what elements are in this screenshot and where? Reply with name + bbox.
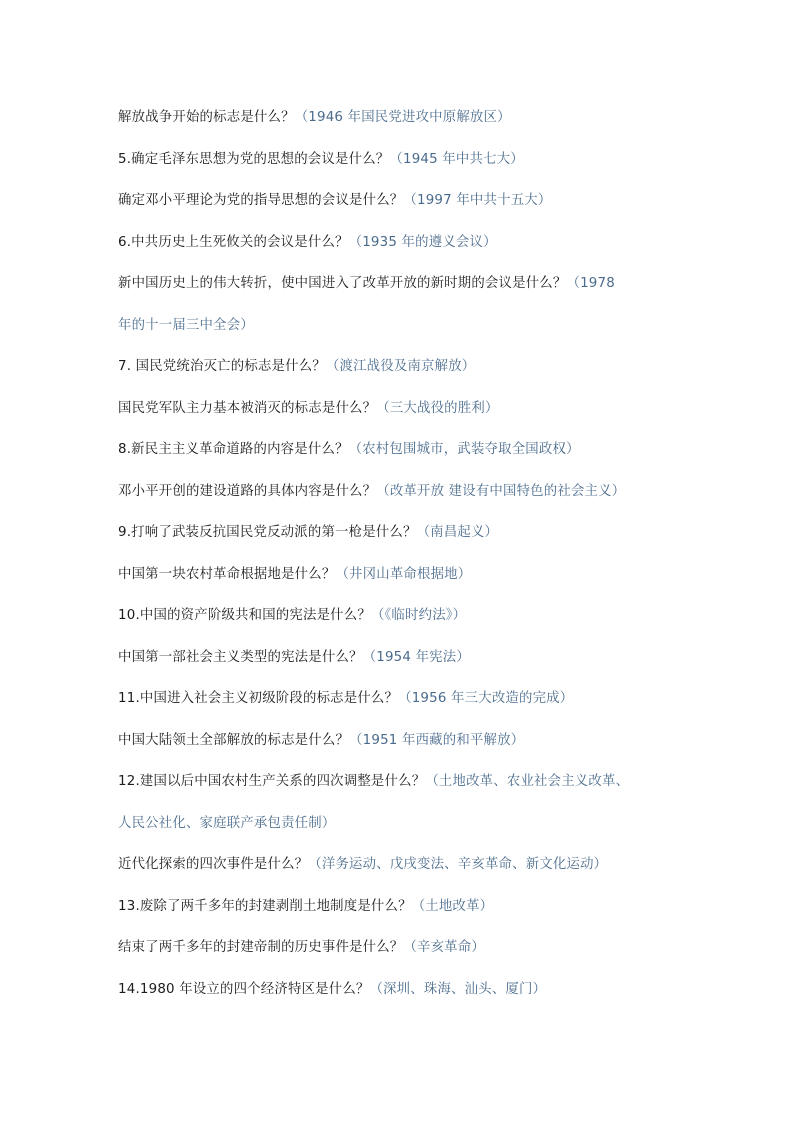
qa-line [118, 728, 718, 770]
question-text: 确定邓小平理论为党的指导思想的会议是什么？ [118, 193, 404, 208]
qa-line [118, 479, 718, 521]
answer-text: （井冈山革命根据地） [335, 566, 472, 582]
answer-text: （1954 年宪法） [362, 649, 470, 665]
answer-text: （南昌起义） [416, 525, 499, 540]
answer-text: （1997 年中共十五大） [403, 193, 552, 208]
answer-text: （三大战役的胜利） [376, 400, 499, 416]
question-text: 中国第一部社会主义类型的宪法是什么？ [118, 649, 363, 665]
question-text: 8.新民主主义革命道路的内容是什么？ [118, 442, 349, 457]
answer-text: （《临时约法》） [370, 608, 467, 623]
answer-text: 年的十一届三中全会） [118, 317, 254, 333]
answer-text: （1951 年西藏的和平解放） [349, 732, 525, 748]
qa-line [118, 603, 718, 645]
answer-text: （1935 年的遵义会议） [348, 234, 497, 250]
question-text: 9.打响了武装反抗国民党反动派的第一枪是什么？ [118, 525, 417, 540]
question-text: 中国第一块农村革命根据地是什么？ [118, 566, 336, 582]
question-text: 近代化探索的四次事件是什么？ [118, 857, 309, 872]
question-text: 邓小平开创的建设道路的具体内容是什么？ [118, 483, 377, 499]
question-text: 中国大陆领土全部解放的标志是什么？ [118, 732, 350, 748]
qa-line [118, 894, 718, 936]
question-text: 10.中国的资产阶级共和国的宪法是什么？ [118, 608, 371, 623]
question-text: 11.中国进入社会主义初级阶段的标志是什么？ [118, 691, 399, 706]
answer-text: （农村包围城市，武装夺取全国政权） [348, 442, 580, 457]
qa-line [118, 188, 718, 230]
answer-text: （1945 年中共七大） [389, 151, 524, 167]
answer-text: （1956 年三大改造的完成） [398, 691, 574, 706]
question-text: 14.1980 年设立的四个经济特区是什么？ [118, 981, 370, 997]
answer-text: （1978 [566, 276, 615, 291]
qa-line-continuation [118, 313, 718, 355]
qa-list [118, 105, 718, 1018]
qa-line [118, 645, 718, 687]
qa-line [118, 769, 718, 811]
qa-line [118, 520, 718, 562]
qa-line [118, 562, 718, 604]
question-text: 解放战争开始的标志是什么？ [118, 110, 295, 125]
question-text: 结束了两千多年的封建帝制的历史事件是什么？ [118, 940, 404, 955]
answer-text: （1946 年国民党进攻中原解放区） [294, 110, 511, 125]
qa-line [118, 686, 718, 728]
qa-line [118, 852, 718, 894]
qa-line [118, 354, 718, 396]
qa-line [118, 147, 718, 189]
question-text: 12.建国以后中国农村生产关系的四次调整是什么？ [118, 774, 426, 789]
answer-text: （渡江战役及南京解放） [325, 359, 476, 374]
qa-line [118, 977, 718, 1019]
question-text: 国民党军队主力基本被消灭的标志是什么？ [118, 400, 377, 416]
qa-line [118, 105, 718, 147]
answer-text: （洋务运动、戊戌变法、辛亥革命、新文化运动） [308, 857, 608, 872]
qa-line-continuation [118, 811, 718, 853]
qa-line [118, 396, 718, 438]
answer-text: 人民公社化、家庭联产承包责任制） [118, 815, 336, 831]
qa-line [118, 437, 718, 479]
answer-text: （改革开放 建设有中国特色的社会主义） [376, 483, 626, 499]
question-text: 新中国历史上的伟大转折，使中国进入了改革开放的新时期的会议是什么？ [118, 276, 567, 291]
answer-text: （深圳、珠海、汕头、厦门） [369, 981, 547, 997]
answer-text: （辛亥革命） [403, 940, 485, 955]
qa-line [118, 230, 718, 272]
answer-text: （土地改革） [411, 898, 494, 914]
question-text: 5.确定毛泽东思想为党的思想的会议是什么？ [118, 151, 390, 167]
answer-text: （土地改革、农业社会主义改革、 [425, 774, 630, 789]
question-text: 6.中共历史上生死攸关的会议是什么？ [118, 234, 349, 250]
question-text: 7. 国民党统治灭亡的标志是什么？ [118, 359, 326, 374]
qa-line [118, 271, 718, 313]
question-text: 13.废除了两千多年的封建剥削土地制度是什么？ [118, 898, 412, 914]
qa-line [118, 935, 718, 977]
